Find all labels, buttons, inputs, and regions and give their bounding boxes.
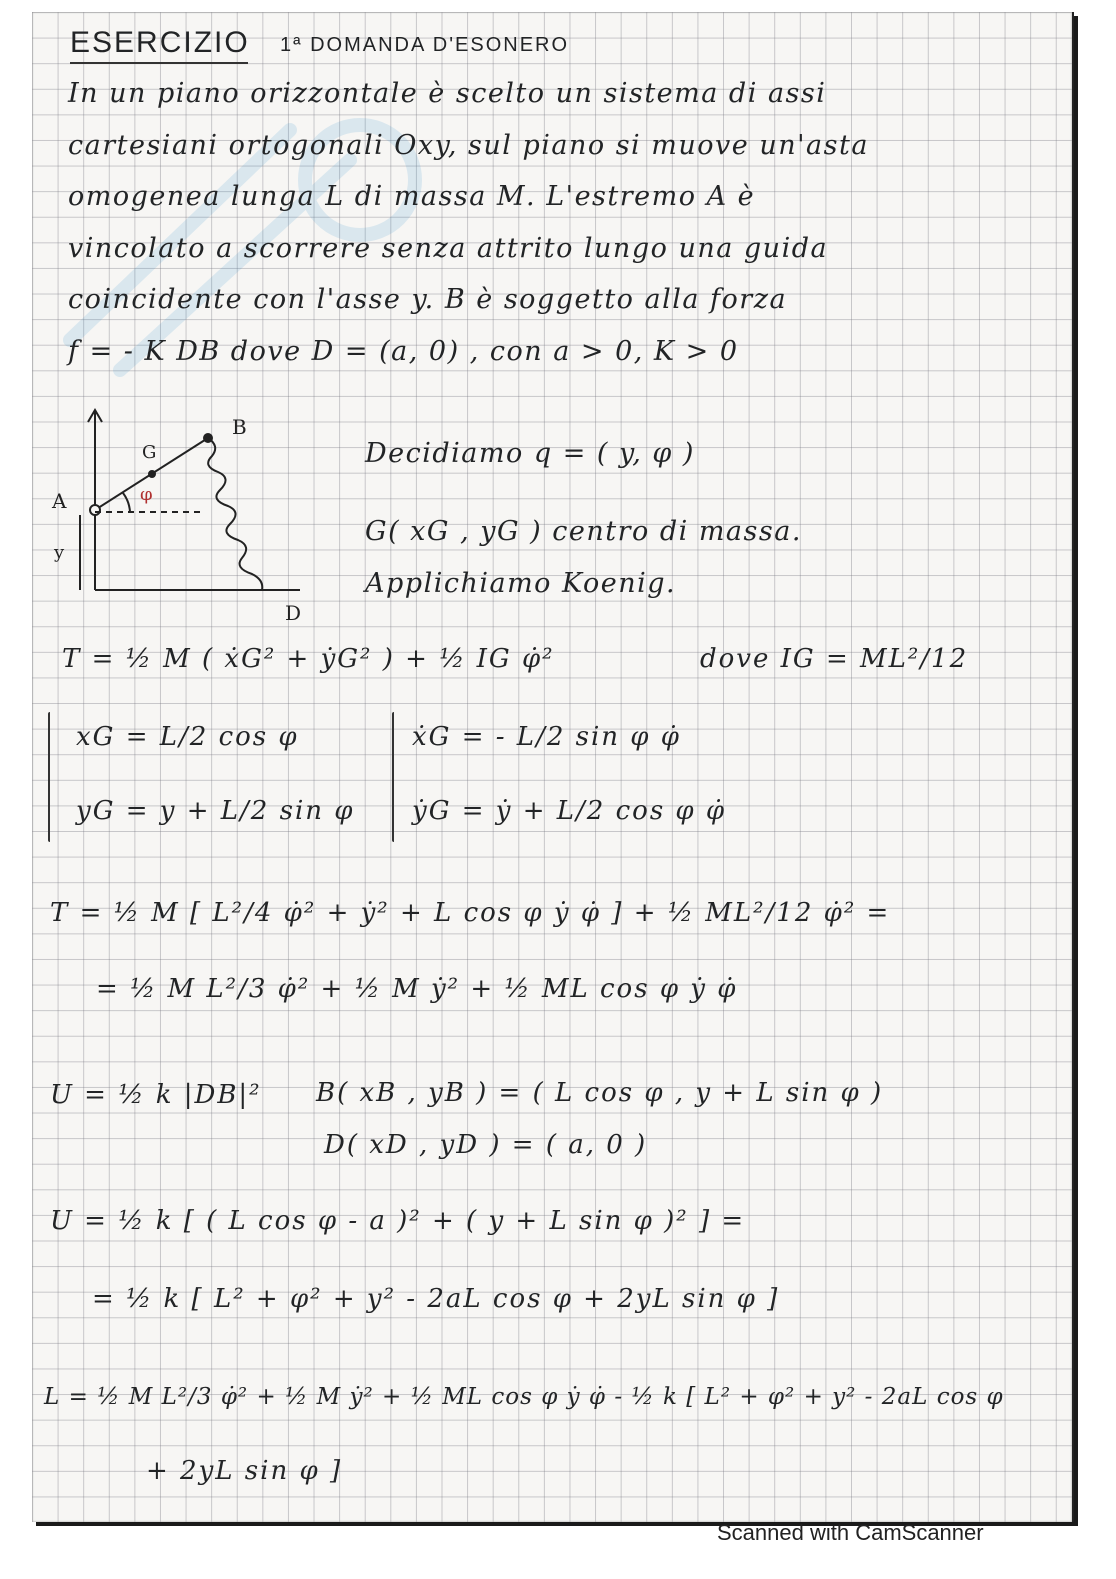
- problem-line: omogenea lunga L di massa M. L'estremo A è: [68, 181, 756, 212]
- label-B: B: [232, 415, 247, 439]
- page-subtitle: 1ª DOMANDA D'ESONERO: [280, 34, 570, 56]
- problem-line: f = - K DB dove D = (a, 0) , con a > 0, K > 0: [68, 336, 739, 367]
- equation-L1: L = ½ M L²/3 φ̇² + ½ M ẏ² + ½ ML cos φ ẏ φ̇ - ½ k [ L² + φ² + y² - 2aL cos φ: [44, 1384, 1004, 1410]
- equation-T3: = ½ M L²/3 φ̇² + ½ M ẏ² + ½ ML cos φ ẏ φ̇: [96, 974, 738, 1004]
- label-G: G: [142, 442, 157, 463]
- point-A: [90, 505, 100, 515]
- system-bracket-left: [48, 712, 50, 842]
- spring: [208, 438, 262, 590]
- note-koenig: Applichiamo Koenig.: [365, 568, 677, 599]
- equation-xG: xG = L/2 cos φ: [76, 722, 299, 752]
- equation-xGdot: ẋG = - L/2 sin φ φ̇: [412, 722, 681, 752]
- mechanism-diagram: [40, 400, 320, 630]
- equation-U1: U = ½ k |DB|²: [50, 1080, 262, 1110]
- angle-arc: [123, 493, 130, 512]
- scanner-credit: Scanned with CamScanner: [717, 1520, 984, 1545]
- note-coordinates: Decidiamo q = ( y, φ ): [365, 438, 695, 469]
- system-bracket-right: [392, 712, 394, 842]
- label-D: D: [285, 601, 302, 625]
- page-title: ESERCIZIO: [70, 26, 250, 59]
- equation-T1: T = ½ M ( ẋG² + ẏG² ) + ½ IG φ̇²: [62, 644, 555, 674]
- note-center-of-mass: G( xG , yG ) centro di massa.: [365, 516, 802, 547]
- equation-U2: U = ½ k [ ( L cos φ - a )² + ( y + L sin φ )² ] =: [50, 1206, 746, 1236]
- equation-B-coords: B( xB , yB ) = ( L cos φ , y + L sin φ ): [316, 1078, 884, 1108]
- equation-T2: T = ½ M [ L²/4 φ̇² + ẏ² + L cos φ ẏ φ̇ ] + ½ ML²/12 φ̇² =: [50, 898, 891, 928]
- equation-U3: = ½ k [ L² + φ² + y² - 2aL cos φ + 2yL sin φ ]: [92, 1284, 780, 1314]
- equation-IG: dove IG = ML²/12: [700, 644, 969, 674]
- label-A: A: [52, 489, 67, 513]
- problem-line: cartesiani ortogonali Oxy, sul piano si muove un'asta: [68, 130, 869, 161]
- title-underline: [70, 62, 248, 64]
- equation-yG: yG = y + L/2 sin φ: [76, 796, 355, 826]
- point-G: [149, 471, 155, 477]
- equation-yGdot: ẏG = ẏ + L/2 cos φ φ̇: [412, 796, 727, 826]
- problem-line: In un piano orizzontale è scelto un sistema di assi: [68, 78, 827, 109]
- problem-line: vincolato a scorrere senza attrito lungo una guida: [68, 233, 829, 264]
- problem-line: coincidente con l'asse y. B è soggetto alla forza: [68, 284, 788, 315]
- label-y: y: [54, 542, 65, 563]
- equation-D-coords: D( xD , yD ) = ( a, 0 ): [324, 1130, 648, 1160]
- label-phi: φ: [140, 484, 153, 505]
- equation-L2: + 2yL sin φ ]: [146, 1456, 343, 1486]
